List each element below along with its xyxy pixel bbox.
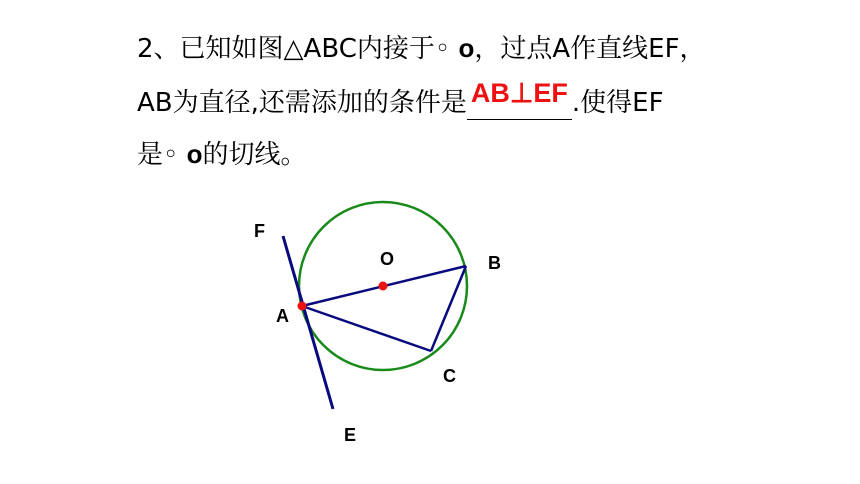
question-text: ，过点A作直线EF， xyxy=(474,34,706,64)
question-text: .使得EF xyxy=(571,88,664,118)
label-c: C xyxy=(443,366,456,386)
tangent-line-ef xyxy=(283,236,333,409)
label-f: F xyxy=(254,221,265,241)
question-text: 的切线。 xyxy=(202,140,307,170)
label-a: A xyxy=(276,306,289,326)
circle-name-o: o xyxy=(186,139,203,169)
point-a xyxy=(298,302,307,311)
answer-text: AB⊥EF xyxy=(470,78,568,108)
label-e: E xyxy=(344,425,357,445)
question-text: 是 xyxy=(137,140,164,170)
circle-symbol: ◦ xyxy=(163,140,179,170)
circle-symbol: ◦ xyxy=(434,34,451,64)
question-text: 2、已知如图△ABC内接于 xyxy=(137,34,435,64)
question-text: AB为直径,还需添加的条件是 xyxy=(137,88,467,118)
circle-name-o: o xyxy=(458,33,475,63)
label-b: B xyxy=(488,253,501,273)
label-o: O xyxy=(380,249,395,269)
point-o xyxy=(379,282,388,291)
